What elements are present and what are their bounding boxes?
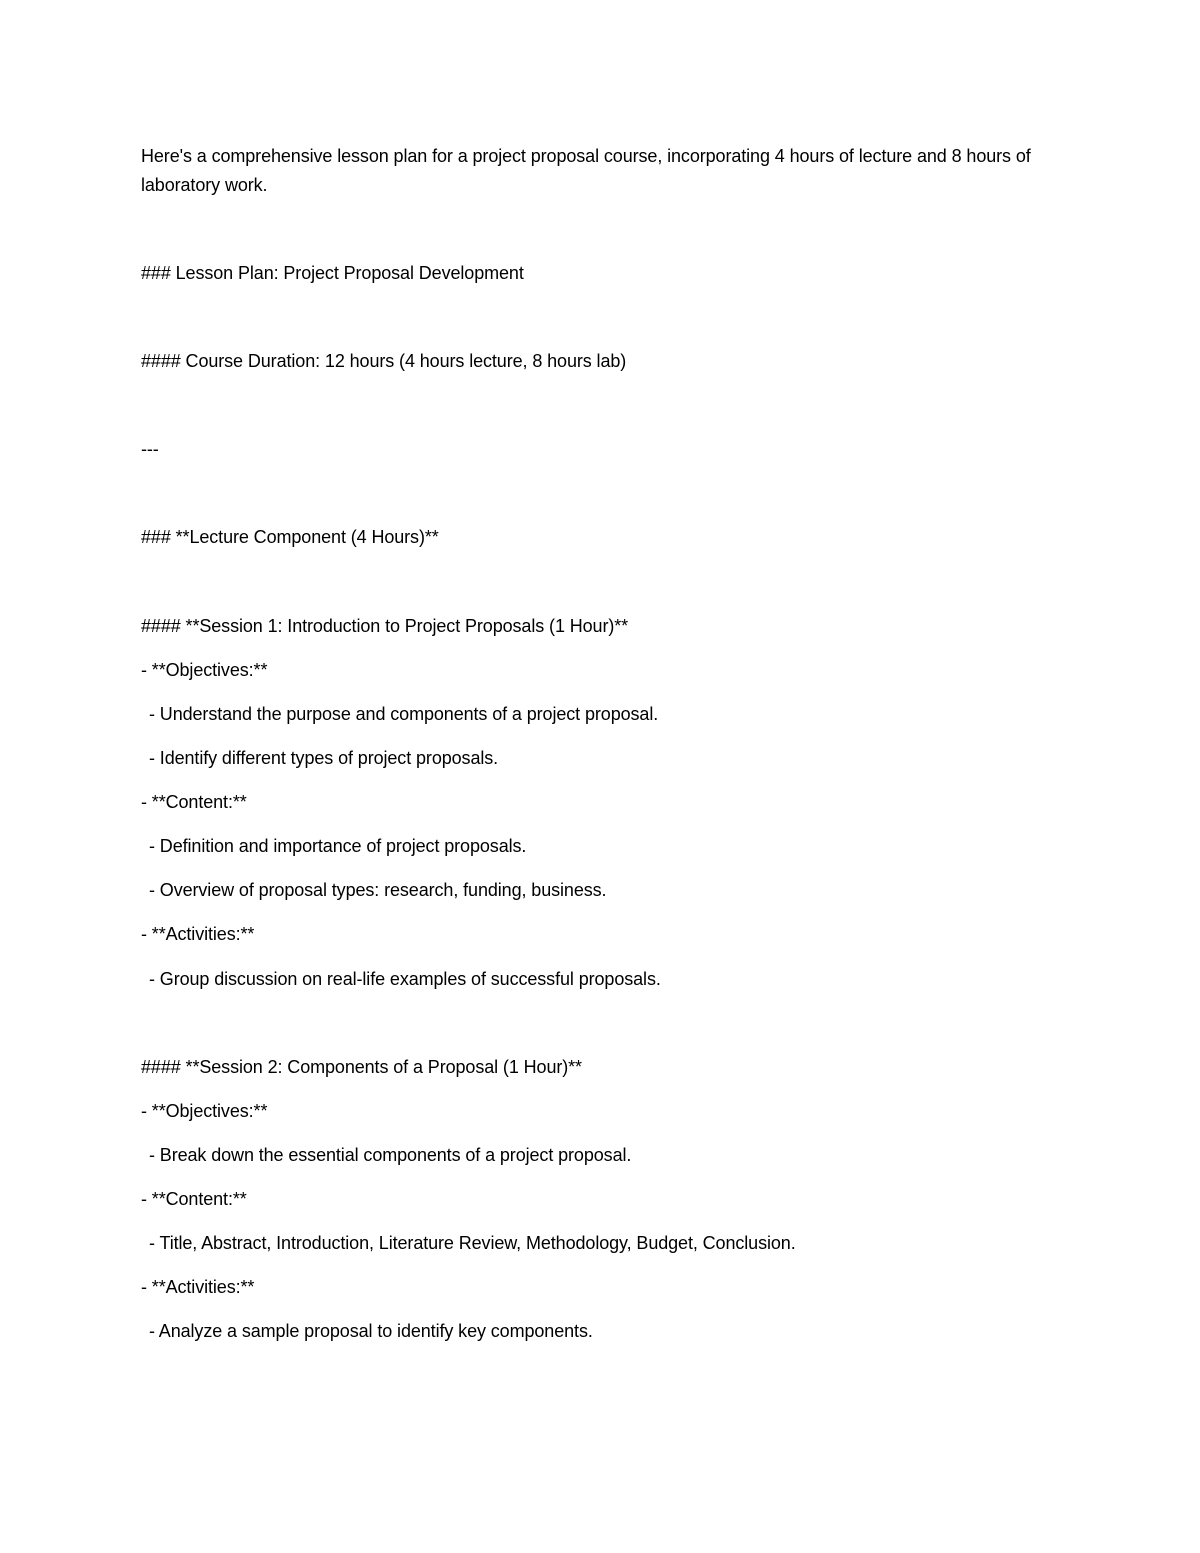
session-2-activities-label: - **Activities:** [141, 1277, 255, 1297]
session-2-heading: #### **Session 2: Components of a Proposal (1 Hour)** [141, 1057, 582, 1077]
session-2-content-item: - Title, Abstract, Introduction, Literature Review, Methodology, Budget, Conclusion. [149, 1233, 796, 1253]
session-1-content-item: - Definition and importance of project proposals. [149, 836, 527, 856]
course-duration-heading: #### Course Duration: 12 hours (4 hours lecture, 8 hours lab) [141, 351, 627, 371]
session-1-content-item: - Overview of proposal types: research, funding, business. [149, 880, 607, 900]
session-2-activity-item: - Analyze a sample proposal to identify key components. [149, 1321, 593, 1341]
session-1-activities-label: - **Activities:** [141, 924, 255, 944]
intro-paragraph: Here's a comprehensive lesson plan for a project proposal course, incorporating 4 hours of lecture and 8 hours of laboratory work. [141, 146, 1031, 195]
session-1-objectives-label: - **Objectives:** [141, 660, 268, 680]
lecture-component-heading: ### **Lecture Component (4 Hours)** [141, 527, 439, 547]
session-1-content-label: - **Content:** [141, 792, 247, 812]
session-1-objective-item: - Identify different types of project proposals. [149, 748, 499, 768]
session-2-objective-item: - Break down the essential components of a project proposal. [149, 1145, 632, 1165]
session-1-heading: #### **Session 1: Introduction to Project Proposals (1 Hour)** [141, 616, 629, 636]
session-1-activity-item: - Group discussion on real-life examples of successful proposals. [149, 969, 661, 989]
horizontal-rule-text: --- [141, 439, 159, 459]
session-2-content-label: - **Content:** [141, 1189, 247, 1209]
session-1-objective-item: - Understand the purpose and components of a project proposal. [149, 704, 659, 724]
session-2-objectives-label: - **Objectives:** [141, 1101, 268, 1121]
lesson-plan-heading: ### Lesson Plan: Project Proposal Development [141, 263, 524, 283]
